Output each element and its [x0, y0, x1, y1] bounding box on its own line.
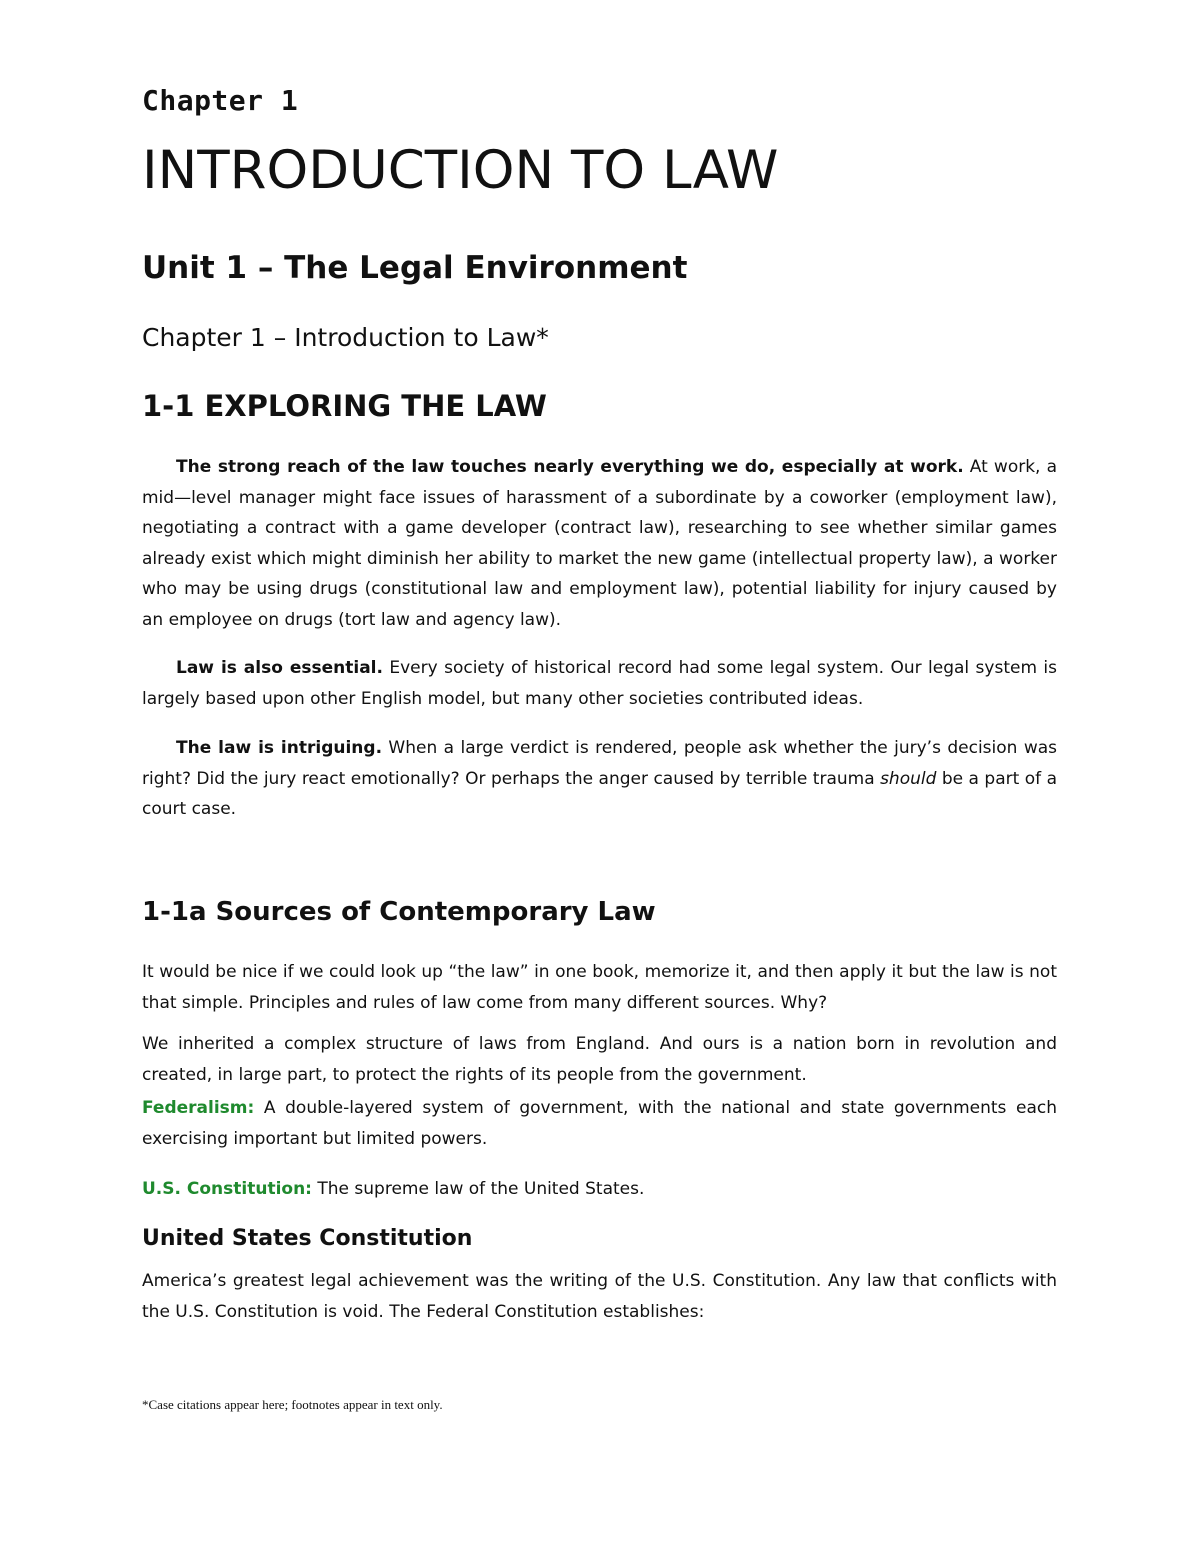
definition-text: The supreme law of the United States. [311, 1179, 645, 1199]
paragraph-law-intriguing [142, 733, 1057, 825]
paragraph-body: At work, a mid—level manager might face issues of harassment of a subordinate by a coworker (employment law), negotiating a contract with a game developer (contract law), researching to see whether similar games already exist which might diminish her ability to market the new game (intellectual property law), a worker who may be using drugs (constitutional law and employment law), potential liability for injury caused by an employee on drugs (tort law and agency law). [142, 457, 1057, 630]
main-title: INTRODUCTION TO LAW [142, 140, 779, 201]
subheading-us-constitution: United States Constitution [142, 1226, 473, 1251]
paragraph-inherited-laws: We inherited a complex structure of laws from England. And ours is a nation born in revolution and created, in large part, to protect the rights of its people from the government. [142, 1034, 1057, 1085]
paragraph-lead: Law is also essential. [176, 658, 383, 678]
section-heading-sources-of-law: 1-1a Sources of Contemporary Law [142, 897, 656, 927]
definition-federalism [142, 1093, 1057, 1154]
paragraph-law-not-simple: It would be nice if we could look up “the law” in one book, memorize it, and then apply it but the law is not that simple. Principles and rules of law come from many different sources. Why? [142, 962, 1057, 1013]
unit-title: Unit 1 – The Legal Environment [142, 250, 688, 286]
definition-term: Federalism: [142, 1098, 255, 1118]
section-heading-exploring-law: 1-1 EXPLORING THE LAW [142, 389, 547, 423]
paragraph-law-essential [142, 653, 1057, 714]
definition-text: A double-layered system of government, with the national and state governments each exercising important but limited powers. [142, 1098, 1057, 1149]
paragraph-lead: The strong reach of the law touches nearly everything we do, especially at work. [176, 457, 964, 477]
paragraph-body: When a large verdict is rendered, people ask whether the jury’s decision was right? Did the jury react emotionally? Or perhaps the anger caused by terrible trauma [142, 738, 1057, 789]
paragraph-body: Every society of historical record had some legal system. Our legal system is largely based upon other English model, but many other societies contributed ideas. [142, 658, 1057, 709]
chapter-label: Chapter 1 [142, 84, 299, 117]
chapter-subtitle: Chapter 1 – Introduction to Law* [142, 323, 549, 352]
paragraph-lead: The law is intriguing. [176, 738, 383, 758]
definition-us-constitution [142, 1174, 1057, 1205]
paragraph-reach-of-law [142, 452, 1057, 635]
footnote: *Case citations appear here; footnotes appear in text only. [142, 1397, 443, 1412]
definition-term: U.S. Constitution: [142, 1179, 312, 1199]
emphasis-word: should [880, 768, 937, 789]
paragraph-constitution: America’s greatest legal achievement was the writing of the U.S. Constitution. Any law that conflicts with the U.S. Constitution is void. The Federal Constitution establishes: [142, 1271, 1057, 1322]
paragraph-body-end: be a part of a court case. [142, 768, 1057, 819]
